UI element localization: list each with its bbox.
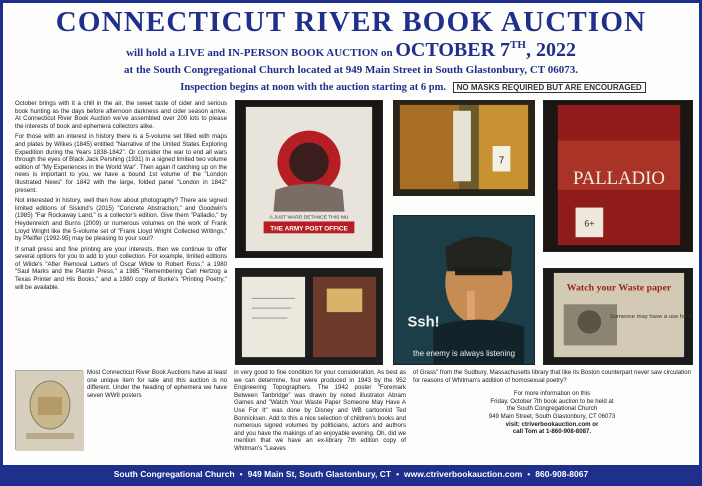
contact-line: Friday, October 7th book auction to be held at <box>490 397 614 405</box>
footer-phone: 860-908-8067 <box>535 469 589 479</box>
contact-line: call Tom at 1-860-908-8087. <box>512 428 592 436</box>
article-column-right <box>413 369 691 465</box>
ssh-caption: the enemy is always listening <box>413 349 515 359</box>
signed-books-photo <box>235 268 383 365</box>
paragraph-intro: October brings with it a chill in the air, the sweet taste of cider and serious book hunting as the days before afternoon darkness and cider season arrive. At Connecticut River Book Auction we've assembled over 200 lots to please the interests of book and ephemera collectors alike. <box>15 100 227 130</box>
paragraph-photography: Not interested in history, well then how about photography? There are signed limited editions of Siskind's (2015) "Concrete Abstraction," and Goodwin's (1985) "Far Rockaway Land," is a collector's edition. Give them "Palladio," by Heydenreich and Burns (2009) or numerous volumes on the work of Frank Lloyd Wright like the 5-volume set of "Frank Lloyd Wright Collected Writings," by Pfeiffer (1992-95) may be pleasing to your soul? <box>15 197 227 243</box>
intro-text: will hold a <box>126 47 175 59</box>
waste-poster-subtitle: Someone may have a use for it <box>609 313 692 320</box>
inspection-text: Inspection begins at noon with the auction starting at 6 pm. <box>180 82 447 93</box>
lot-tag: 7 <box>498 155 505 167</box>
auction-announcement <box>3 39 699 62</box>
badge-image <box>15 370 83 450</box>
palladio-title: PALLADIO <box>573 167 665 189</box>
waste-paper-poster-photo <box>543 268 693 365</box>
in-person-text: IN-PERSON BOOK AUCTION <box>227 47 379 59</box>
waste-poster-title: Watch your Waste paper <box>566 282 672 294</box>
article-column-middle: in very good to fine condition for your consideration. As best as we can determine, four were produced in 1943 by the 952 Engineering Topographers. The 1942 poster "Foremark Between Tanbridge" was drawn by noted illustrator Abram Games and "Watch Your Waste Paper Someone May Have A Use For It" was done by Disney and WB cartoonist Ted Bonnicksen. Add to this a nice selection of children's books and numerous signed volumes by politicians, actors and authors and you have the makings of an enjoyable evening. Oh, did we mention that we have an ex-library 7th edition copy of Whitman's "Leaves <box>234 369 406 452</box>
contact-line: 949 Main Street, South Glastonbury, CT 06073 <box>488 412 616 420</box>
palladio-book-photo <box>543 100 693 252</box>
ssh-text: Ssh! <box>407 314 440 331</box>
contact-line: visit: ctriverbookauction.com or <box>505 420 599 428</box>
mask-notice: NO MASKS REQUIRED BUT ARE ENCOURAGED <box>453 82 646 93</box>
contact-info <box>413 390 691 436</box>
location-line: at the South Congregational Church located at 949 Main Street in South Glastonbury, CT 06073. <box>124 64 578 76</box>
footer-bar: South Congregational Church • 949 Main St, South Glastonbury, CT • www.ctriverbookauction.com • 860-908-8067 <box>3 465 699 483</box>
inspection-line <box>153 82 673 93</box>
autumn-waterfall-photo <box>393 100 535 196</box>
poster-heading: THE ARMY POST OFFICE <box>270 225 348 233</box>
auction-date: OCTOBER 7TH, 2022 <box>395 39 576 61</box>
lot-tag: 6+ <box>584 218 595 229</box>
ssh-poster-photo <box>393 215 535 365</box>
contact-line: the South Congregational Church <box>506 405 598 413</box>
page-title: CONNECTICUT RIVER BOOK AUCTION <box>55 6 647 38</box>
contact-line: For more information on this <box>513 390 591 398</box>
poster-slogan: A JUST WARD DETANCE THIS MU <box>269 215 349 221</box>
and-text: and <box>207 47 226 59</box>
poster-army-post-office-photo <box>235 100 383 258</box>
footer-church: South Congregational Church <box>113 469 235 479</box>
on-text: on <box>380 47 393 59</box>
live-text: LIVE <box>177 47 205 59</box>
paragraph-history: For those with an interest in history there is a 5-volume set filled with maps and plates by Wilkes (1845) entitled "Narrative of the United States Exploring Expedition during the Years 1838-1842". Or consider the war to end all wars through the eyes of Black Jack Pershing (1931) in a signed limited two volume edition of "My Experiences in the World War". Then again if catching up on the news is important to you, we have a bound 1st volume of the "London Illustrated News" for 1842 with the large, folded panel "London in 1842" present. <box>15 133 227 194</box>
footer-website[interactable]: www.ctriverbookauction.com <box>404 469 523 479</box>
article-column-left <box>15 100 227 365</box>
article-column-left-bottom: Most Connecticut River Book Auctions have at least one unique item for sale and this auction is no different. Under the heading of ephemera we have seven WWII posters <box>87 369 227 399</box>
paragraph-whitman: of Grass" from the Sudbury, Massachusetts library that like its Boston counterpart never saw circulation for reasons of Whitman's addition of homosexual poetry? <box>413 369 691 384</box>
footer-address: 949 Main St, South Glastonbury, CT <box>247 469 392 479</box>
paragraph-small-press: If small press and fine printing are your interests, then we continue to offer several options for you to add to your collection. For example, limited editions of Wilde's "After Removal Letters of Oscar Wilde to Robert Ross," a 1980 "Saul Marks and the Plantin Press," a 1985 "Remembering Carl Hertzog a Texas Printer and His Books," and a 1980 copy of Burke's "Printing Poetry," will be available. <box>15 245 227 291</box>
